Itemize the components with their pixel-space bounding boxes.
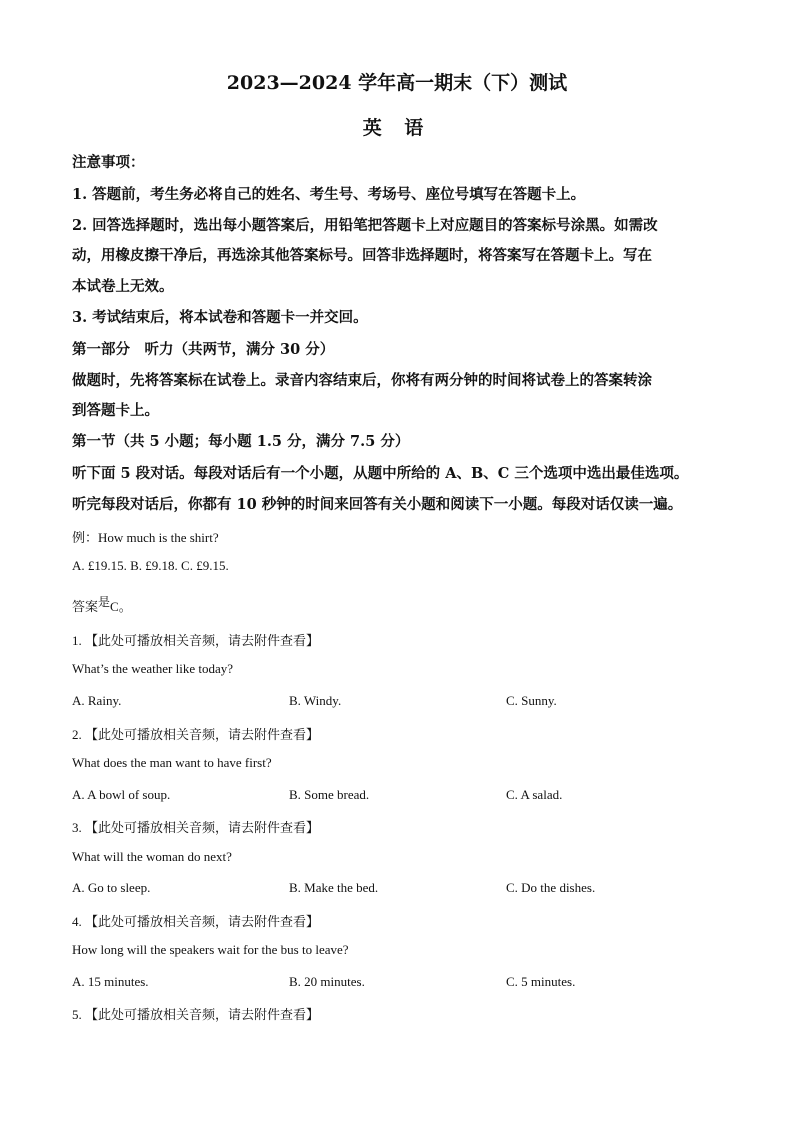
question-text: How long will the speakers wait for the bus to leave?: [72, 942, 349, 957]
question-audio[interactable]: 5. 【此处可播放相关音频，请去附件查看】: [72, 1007, 320, 1022]
notice-item-2-line-2: 动，用橡皮擦干净后，再选涂其他答案标号。回答非选择题时，将答案写在答题卡上。写在: [72, 247, 652, 264]
example-options: A. £19.15. B. £9.18. C. £9.15.: [72, 558, 229, 573]
section1-intro-line-2: 听完每段对话后，你都有 10 秒钟的时间来回答有关小题和阅读下一小题。每段对话仅读一遍。: [72, 496, 683, 513]
option-c: C. Do the dishes.: [506, 880, 596, 895]
question-text: What does the man want to have first?: [72, 755, 272, 770]
example-answer: [72, 596, 132, 615]
option-a: A. Rainy.: [72, 693, 122, 708]
question-audio[interactable]: 3. 【此处可播放相关音频，请去附件查看】: [72, 820, 320, 835]
example-question: 例：How much is the shirt?: [72, 530, 219, 545]
option-a: A. A bowl of soup.: [72, 787, 171, 802]
option-a: A. Go to sleep.: [72, 880, 151, 895]
subject-title: 英 语: [362, 117, 432, 139]
option-c: C. A salad.: [506, 787, 563, 802]
option-c: C. 5 minutes.: [506, 974, 576, 989]
example-answer-is: 是: [98, 595, 111, 609]
option-c: C. Sunny.: [506, 693, 557, 708]
notice-heading: 注意事项：: [72, 154, 145, 171]
section1-heading: 第一节（共 5 小题；每小题 1.5 分，满分 7.5 分）: [72, 433, 410, 450]
option-b: B. 20 minutes.: [289, 974, 365, 989]
example-answer-value: C。: [110, 599, 132, 614]
part1-intro-line-2: 到答题卡上。: [72, 402, 159, 419]
question-audio[interactable]: 4. 【此处可播放相关音频，请去附件查看】: [72, 914, 320, 929]
example-answer-prefix: 答案: [72, 599, 99, 614]
question-audio[interactable]: 2. 【此处可播放相关音频，请去附件查看】: [72, 727, 320, 742]
part1-intro-line-1: 做题时，先将答案标在试卷上。录音内容结束后，你将有两分钟的时间将试卷上的答案转涂: [72, 372, 652, 389]
section1-intro-line-1: 听下面 5 段对话。每段对话后有一个小题，从题中所给的 A、B、C 三个选项中选出最佳选项。: [72, 465, 689, 482]
notice-item-2-line-1: 2. 回答选择题时，选出每小题答案后，用铅笔把答题卡上对应题目的答案标号涂黑。如需改: [72, 217, 658, 234]
question-text: What will the woman do next?: [72, 849, 232, 864]
notice-item-1: 1. 答题前，考生务必将自己的姓名、考生号、考场号、座位号填写在答题卡上。: [72, 186, 586, 203]
part1-heading: 第一部分 听力（共两节，满分 30 分）: [72, 341, 335, 358]
option-b: B. Make the bed.: [289, 880, 379, 895]
question-text: What’s the weather like today?: [72, 661, 233, 676]
option-a: A. 15 minutes.: [72, 974, 149, 989]
option-b: B. Windy.: [289, 693, 342, 708]
notice-item-2-line-3: 本试卷上无效。: [72, 278, 174, 295]
option-b: B. Some bread.: [289, 787, 370, 802]
notice-item-3: 3. 考试结束后，将本试卷和答题卡一并交回。: [72, 309, 368, 326]
question-audio[interactable]: 1. 【此处可播放相关音频，请去附件查看】: [72, 633, 320, 648]
exam-title: 2023—2024 学年高一期末（下）测试: [226, 72, 568, 94]
